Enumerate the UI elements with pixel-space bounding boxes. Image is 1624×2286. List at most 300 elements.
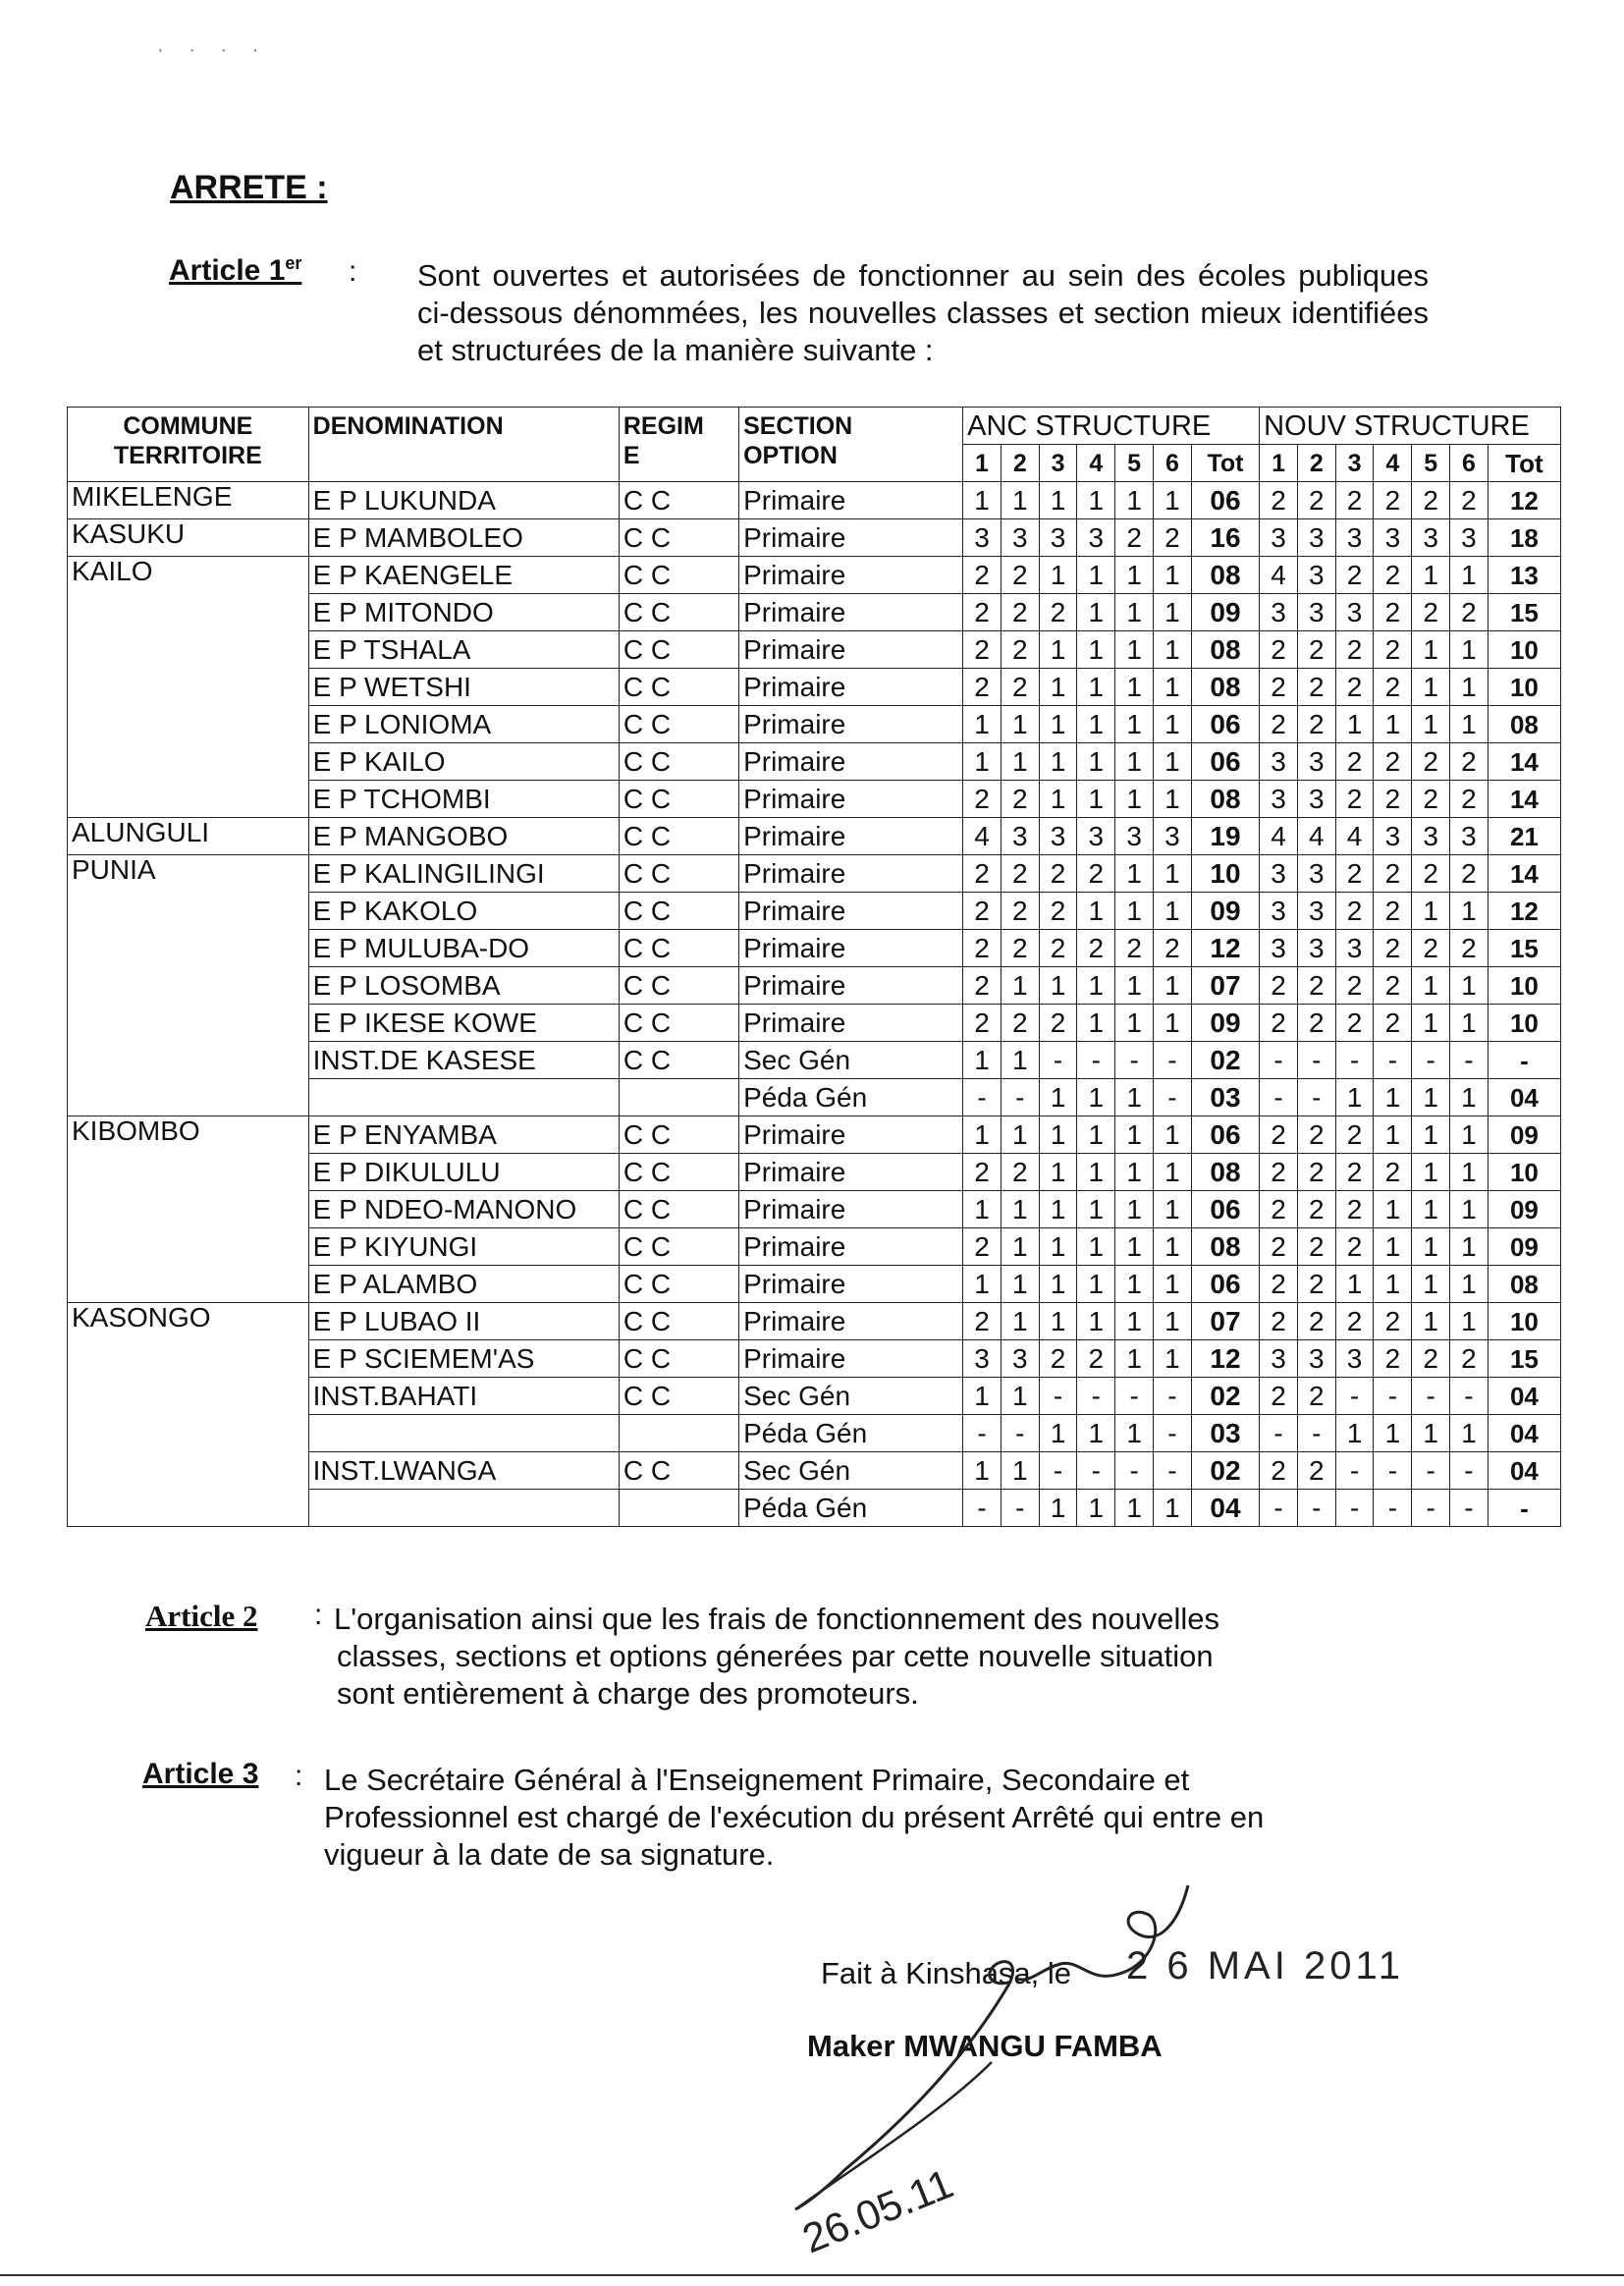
nouv-total-cell: 15 [1488, 1340, 1560, 1378]
anc-value-cell: 2 [1001, 781, 1039, 818]
nouv-value-cell: 3 [1260, 781, 1298, 818]
nouv-total-cell: 10 [1488, 631, 1560, 669]
anc-value-cell: 1 [1039, 1079, 1077, 1116]
section-cell: Sec Gén [739, 1042, 963, 1079]
anc-value-cell: 2 [1001, 631, 1039, 669]
nouv-value-cell: 2 [1297, 706, 1335, 743]
nouv-value-cell: 2 [1335, 743, 1374, 781]
nouv-total-cell: 10 [1488, 967, 1560, 1005]
nouv-value-cell: - [1412, 1042, 1450, 1079]
anc-total-cell: 06 [1191, 1191, 1259, 1228]
nouv-value-cell: 2 [1412, 1340, 1450, 1378]
anc-value-cell: - [1001, 1490, 1039, 1527]
anc-value-cell: 2 [1001, 557, 1039, 594]
nouv-value-cell: 2 [1412, 482, 1450, 519]
nouv-total-cell: 15 [1488, 930, 1560, 967]
anc-value-cell: 1 [963, 1378, 1001, 1415]
handwritten-signature [766, 1866, 1316, 2278]
anc-col-header-3: 3 [1039, 445, 1077, 482]
nouv-total-cell: 14 [1488, 743, 1560, 781]
nouv-value-cell: 1 [1374, 1079, 1412, 1116]
nouv-value-cell: 1 [1335, 1079, 1374, 1116]
nouv-value-cell: 2 [1297, 482, 1335, 519]
section-cell: Primaire [739, 930, 963, 967]
regime-cell: C C [619, 669, 738, 706]
nouv-value-cell: 1 [1335, 1266, 1374, 1303]
nouv-value-cell: 2 [1260, 669, 1298, 706]
anc-total-cell: 03 [1191, 1415, 1259, 1452]
nouv-value-cell: 1 [1450, 1303, 1489, 1340]
nouv-value-cell: 1 [1412, 1303, 1450, 1340]
anc-value-cell: - [1039, 1452, 1077, 1490]
denomination-cell: E P LONIOMA [308, 706, 619, 743]
regime-cell: C C [619, 1116, 738, 1154]
anc-value-cell: - [963, 1490, 1001, 1527]
regime-cell [619, 1415, 738, 1452]
nouv-value-cell: 2 [1335, 557, 1374, 594]
nouv-value-cell: - [1374, 1042, 1412, 1079]
nouv-total-cell: 13 [1488, 557, 1560, 594]
anc-value-cell: 1 [1115, 1079, 1154, 1116]
nouv-value-cell: 2 [1450, 930, 1489, 967]
anc-value-cell: 1 [1115, 482, 1154, 519]
nouv-value-cell: 2 [1260, 1191, 1298, 1228]
anc-value-cell: 1 [1154, 743, 1192, 781]
anc-value-cell: 1 [1115, 1415, 1154, 1452]
anc-value-cell: 1 [1115, 1266, 1154, 1303]
nouv-value-cell: 1 [1450, 1191, 1489, 1228]
anc-value-cell: 3 [1154, 818, 1192, 855]
anc-value-cell: 1 [1154, 1191, 1192, 1228]
regime-cell: C C [619, 1042, 738, 1079]
nouv-col-header-6: 6 [1450, 445, 1489, 482]
nouv-value-cell: 2 [1297, 1191, 1335, 1228]
anc-value-cell: 1 [1039, 1266, 1077, 1303]
nouv-value-cell: 2 [1374, 1340, 1412, 1378]
anc-value-cell: 1 [1001, 706, 1039, 743]
nouv-value-cell: 2 [1335, 1191, 1374, 1228]
nouv-total-cell: 12 [1488, 893, 1560, 930]
nouv-value-cell: 2 [1374, 967, 1412, 1005]
commune-cell: KIBOMBO [68, 1116, 309, 1303]
section-cell: Primaire [739, 519, 963, 557]
nouv-value-cell: 1 [1450, 1154, 1489, 1191]
anc-value-cell: 2 [1077, 855, 1115, 893]
denomination-cell: E P LUKUNDA [308, 482, 619, 519]
section-cell: Primaire [739, 743, 963, 781]
regime-cell: C C [619, 855, 738, 893]
denomination-cell: E P ENYAMBA [308, 1116, 619, 1154]
anc-value-cell: 2 [963, 855, 1001, 893]
place-date-label: Fait à Kinshasa, le [821, 1956, 1072, 1990]
denomination-cell: E P MANGOBO [308, 818, 619, 855]
nouv-col-header-1: 1 [1260, 445, 1298, 482]
header-section [739, 408, 963, 482]
nouv-value-cell: 1 [1450, 1079, 1489, 1116]
anc-value-cell: 1 [1115, 1228, 1154, 1266]
anc-value-cell: 3 [1039, 818, 1077, 855]
denomination-cell: INST.LWANGA [308, 1452, 619, 1490]
section-cell: Primaire [739, 1266, 963, 1303]
nouv-value-cell: 2 [1260, 1266, 1298, 1303]
anc-value-cell: 1 [1115, 781, 1154, 818]
anc-value-cell: 2 [1039, 893, 1077, 930]
anc-value-cell: - [1001, 1079, 1039, 1116]
anc-value-cell: 2 [963, 1154, 1001, 1191]
nouv-value-cell: 1 [1412, 1191, 1450, 1228]
regime-cell: C C [619, 631, 738, 669]
table-body [68, 482, 1561, 1527]
nouv-value-cell: - [1450, 1042, 1489, 1079]
table-row [68, 1303, 1561, 1340]
nouv-value-cell: 1 [1412, 706, 1450, 743]
nouv-value-cell: - [1450, 1378, 1489, 1415]
commune-cell: KASONGO [68, 1303, 309, 1527]
anc-value-cell: 1 [1077, 893, 1115, 930]
anc-value-cell: 1 [1115, 1005, 1154, 1042]
article1-sup: er [285, 253, 302, 273]
nouv-value-cell: 1 [1374, 1228, 1412, 1266]
section-cell: Péda Gén [739, 1490, 963, 1527]
anc-value-cell: 1 [1001, 1303, 1039, 1340]
article3-line: Le Secrétaire Général à l'Enseignement Primaire, Secondaire et [324, 1763, 1190, 1797]
anc-value-cell: 1 [1039, 781, 1077, 818]
anc-value-cell: 1 [1039, 669, 1077, 706]
anc-value-cell: 2 [1001, 1005, 1039, 1042]
anc-value-cell: 2 [963, 557, 1001, 594]
nouv-value-cell: 3 [1374, 818, 1412, 855]
anc-value-cell: 1 [1077, 482, 1115, 519]
nouv-value-cell: 2 [1335, 781, 1374, 818]
anc-value-cell: 1 [1115, 1303, 1154, 1340]
anc-value-cell: 1 [1001, 482, 1039, 519]
anc-value-cell: 1 [1115, 594, 1154, 631]
nouv-value-cell: 2 [1260, 1005, 1298, 1042]
header-commune [68, 408, 309, 482]
nouv-value-cell: 2 [1374, 1303, 1412, 1340]
nouv-value-cell: 2 [1335, 669, 1374, 706]
anc-value-cell: 1 [1115, 1191, 1154, 1228]
denomination-cell [308, 1079, 619, 1116]
anc-value-cell: 3 [1001, 1340, 1039, 1378]
nouv-value-cell: 1 [1450, 706, 1489, 743]
nouv-value-cell: - [1335, 1378, 1374, 1415]
anc-value-cell: 1 [1039, 482, 1077, 519]
section-cell: Primaire [739, 669, 963, 706]
anc-value-cell: 1 [1115, 669, 1154, 706]
anc-value-cell: 2 [1039, 1005, 1077, 1042]
signer-name: Maker MWANGU FAMBA [807, 2029, 1163, 2063]
nouv-value-cell: 2 [1260, 1452, 1298, 1490]
denomination-cell: INST.DE KASESE [308, 1042, 619, 1079]
nouv-value-cell: 2 [1374, 594, 1412, 631]
article2-line: classes, sections et options génerées par cette nouvelle situation [337, 1639, 1214, 1673]
nouv-value-cell: - [1335, 1490, 1374, 1527]
anc-value-cell: 2 [1001, 669, 1039, 706]
nouv-value-cell: 1 [1412, 1154, 1450, 1191]
nouv-value-cell: 2 [1260, 1116, 1298, 1154]
anc-total-cell: 12 [1191, 1340, 1259, 1378]
section-cell: Primaire [739, 781, 963, 818]
nouv-value-cell: 2 [1335, 482, 1374, 519]
anc-value-cell: 1 [1115, 631, 1154, 669]
anc-value-cell: 1 [1001, 1228, 1039, 1266]
nouv-value-cell: 2 [1260, 1228, 1298, 1266]
anc-value-cell: - [1115, 1378, 1154, 1415]
footer-rule [0, 2274, 1624, 2276]
denomination-cell: INST.BAHATI [308, 1378, 619, 1415]
anc-col-header-2: 2 [1001, 445, 1039, 482]
nouv-value-cell: 2 [1260, 706, 1298, 743]
anc-value-cell: 1 [1001, 967, 1039, 1005]
anc-value-cell: 2 [963, 893, 1001, 930]
nouv-value-cell: 2 [1260, 482, 1298, 519]
regime-cell [619, 1079, 738, 1116]
header-anc-structure: ANC STRUCTURE [963, 408, 1260, 445]
anc-value-cell: 2 [1039, 1340, 1077, 1378]
anc-value-cell: 1 [963, 1042, 1001, 1079]
nouv-value-cell: 3 [1335, 1340, 1374, 1378]
section-cell: Primaire [739, 631, 963, 669]
nouv-value-cell: 2 [1412, 743, 1450, 781]
anc-value-cell: 1 [1154, 669, 1192, 706]
anc-value-cell: 1 [963, 706, 1001, 743]
anc-value-cell: 1 [1077, 557, 1115, 594]
commune-cell: ALUNGULI [68, 818, 309, 855]
nouv-value-cell: 2 [1412, 781, 1450, 818]
nouv-value-cell: 1 [1412, 1079, 1450, 1116]
handwritten-date: 26.05.11 [795, 2159, 960, 2262]
nouv-value-cell: - [1374, 1378, 1412, 1415]
anc-value-cell: 1 [1039, 967, 1077, 1005]
nouv-value-cell: 3 [1260, 1340, 1298, 1378]
anc-value-cell: 1 [1001, 1042, 1039, 1079]
nouv-total-cell: 14 [1488, 781, 1560, 818]
regime-cell: C C [619, 1340, 738, 1378]
article2-line: sont entièrement à charge des promoteurs. [337, 1676, 919, 1711]
nouv-value-cell: 1 [1335, 1415, 1374, 1452]
anc-value-cell: - [1115, 1452, 1154, 1490]
nouv-value-cell: 3 [1297, 855, 1335, 893]
anc-value-cell: 1 [1001, 743, 1039, 781]
nouv-total-cell: 04 [1488, 1079, 1560, 1116]
table-row [68, 855, 1561, 893]
anc-value-cell: 2 [963, 930, 1001, 967]
nouv-value-cell: 1 [1412, 1228, 1450, 1266]
denomination-cell: E P TSHALA [308, 631, 619, 669]
anc-value-cell: 2 [1115, 519, 1154, 557]
nouv-value-cell: 1 [1412, 1266, 1450, 1303]
anc-value-cell: 1 [1077, 1005, 1115, 1042]
anc-total-cell: 07 [1191, 1303, 1259, 1340]
regime-cell: C C [619, 1005, 738, 1042]
nouv-total-cell: 09 [1488, 1228, 1560, 1266]
anc-value-cell: 2 [1077, 930, 1115, 967]
article2-colon: : [314, 1599, 323, 1631]
anc-value-cell: 1 [1039, 1116, 1077, 1154]
nouv-value-cell: - [1297, 1042, 1335, 1079]
header-denomination: DENOMINATION [308, 408, 619, 482]
regime-cell: C C [619, 1154, 738, 1191]
anc-total-cell: 03 [1191, 1079, 1259, 1116]
nouv-value-cell: 4 [1297, 818, 1335, 855]
anc-value-cell: 1 [963, 743, 1001, 781]
anc-value-cell: 2 [1001, 893, 1039, 930]
anc-value-cell: 3 [1115, 818, 1154, 855]
nouv-value-cell: - [1335, 1042, 1374, 1079]
nouv-value-cell: - [1450, 1452, 1489, 1490]
anc-value-cell: 3 [963, 519, 1001, 557]
nouv-value-cell: 1 [1450, 967, 1489, 1005]
anc-value-cell: 1 [1077, 1303, 1115, 1340]
nouv-value-cell: 1 [1374, 1266, 1412, 1303]
anc-value-cell: 1 [1001, 1116, 1039, 1154]
regime-cell: C C [619, 557, 738, 594]
nouv-value-cell: 2 [1297, 1228, 1335, 1266]
nouv-value-cell: 2 [1374, 855, 1412, 893]
anc-total-cell: 06 [1191, 743, 1259, 781]
article2-line: L'organisation ainsi que les frais de fonctionnement des nouvelles [334, 1602, 1220, 1636]
anc-value-cell: 1 [1077, 1266, 1115, 1303]
table-row [68, 818, 1561, 855]
anc-value-cell: 1 [1001, 1378, 1039, 1415]
anc-total-cell: 04 [1191, 1490, 1259, 1527]
nouv-value-cell: 3 [1260, 893, 1298, 930]
nouv-value-cell: 1 [1412, 631, 1450, 669]
anc-value-cell: - [1001, 1415, 1039, 1452]
nouv-value-cell: 3 [1260, 519, 1298, 557]
nouv-total-cell: 04 [1488, 1415, 1560, 1452]
anc-value-cell: 2 [1154, 930, 1192, 967]
denomination-cell: E P KALINGILINGI [308, 855, 619, 893]
regime-cell: C C [619, 594, 738, 631]
nouv-value-cell: 1 [1450, 1266, 1489, 1303]
anc-total-cell: 09 [1191, 594, 1259, 631]
nouv-value-cell: - [1374, 1490, 1412, 1527]
nouv-col-header-tot: Tot [1488, 445, 1560, 482]
nouv-total-cell: 10 [1488, 1154, 1560, 1191]
anc-value-cell: 1 [1115, 967, 1154, 1005]
nouv-value-cell: 2 [1412, 594, 1450, 631]
regime-cell: C C [619, 781, 738, 818]
anc-value-cell: 1 [1077, 1079, 1115, 1116]
anc-value-cell: 2 [1039, 594, 1077, 631]
denomination-cell: E P KAILO [308, 743, 619, 781]
anc-value-cell: 2 [1001, 930, 1039, 967]
anc-value-cell: 1 [1001, 1191, 1039, 1228]
nouv-total-cell: 21 [1488, 818, 1560, 855]
nouv-value-cell: 3 [1297, 1340, 1335, 1378]
nouv-value-cell: 1 [1450, 631, 1489, 669]
anc-value-cell: 2 [963, 594, 1001, 631]
anc-value-cell: 2 [1001, 1154, 1039, 1191]
nouv-total-cell: 09 [1488, 1116, 1560, 1154]
nouv-total-cell: 10 [1488, 1005, 1560, 1042]
anc-value-cell: 3 [1039, 519, 1077, 557]
table-row [68, 519, 1561, 557]
regime-cell: C C [619, 1191, 738, 1228]
anc-value-cell: 1 [1154, 557, 1192, 594]
nouv-value-cell: 2 [1374, 557, 1412, 594]
anc-value-cell: 1 [1039, 1228, 1077, 1266]
nouv-value-cell: 3 [1260, 743, 1298, 781]
anc-value-cell: 1 [1154, 1005, 1192, 1042]
anc-value-cell: 1 [963, 482, 1001, 519]
section-cell: Primaire [739, 1154, 963, 1191]
anc-value-cell: 1 [1039, 1191, 1077, 1228]
nouv-value-cell: 3 [1412, 519, 1450, 557]
nouv-value-cell: 1 [1412, 557, 1450, 594]
anc-value-cell: 1 [1115, 706, 1154, 743]
denomination-cell: E P LUBAO II [308, 1303, 619, 1340]
anc-value-cell: - [1115, 1042, 1154, 1079]
section-cell: Primaire [739, 1191, 963, 1228]
nouv-value-cell: 2 [1297, 1266, 1335, 1303]
nouv-value-cell: 1 [1450, 1005, 1489, 1042]
anc-value-cell: 1 [1039, 1303, 1077, 1340]
article3-line: vigueur à la date de sa signature. [324, 1837, 775, 1872]
nouv-value-cell: - [1450, 1490, 1489, 1527]
nouv-value-cell: 1 [1412, 1005, 1450, 1042]
nouv-value-cell: 1 [1374, 706, 1412, 743]
anc-value-cell: - [963, 1079, 1001, 1116]
nouv-value-cell: 2 [1260, 1154, 1298, 1191]
nouv-col-header-3: 3 [1335, 445, 1374, 482]
nouv-value-cell: 3 [1374, 519, 1412, 557]
anc-value-cell: 1 [1154, 781, 1192, 818]
anc-value-cell: 1 [1154, 706, 1192, 743]
anc-value-cell: 1 [1039, 631, 1077, 669]
anc-total-cell: 02 [1191, 1452, 1259, 1490]
nouv-value-cell: 1 [1335, 706, 1374, 743]
table-row [68, 557, 1561, 594]
header-nouv-structure: NOUV STRUCTURE [1260, 408, 1561, 445]
anc-total-cell: 08 [1191, 1228, 1259, 1266]
anc-value-cell: 1 [963, 1452, 1001, 1490]
anc-value-cell: 2 [963, 1005, 1001, 1042]
nouv-value-cell: 3 [1450, 818, 1489, 855]
denomination-cell: E P MITONDO [308, 594, 619, 631]
denomination-cell: E P KAKOLO [308, 893, 619, 930]
nouv-value-cell: 3 [1297, 519, 1335, 557]
nouv-value-cell: 2 [1297, 1303, 1335, 1340]
nouv-value-cell: 3 [1335, 594, 1374, 631]
anc-value-cell: 1 [1077, 594, 1115, 631]
nouv-value-cell: - [1260, 1079, 1298, 1116]
anc-value-cell: 1 [963, 1116, 1001, 1154]
nouv-value-cell: 2 [1374, 482, 1412, 519]
denomination-cell: E P SCIEMEM'AS [308, 1340, 619, 1378]
anc-value-cell: - [1039, 1042, 1077, 1079]
anc-value-cell: 1 [1077, 631, 1115, 669]
section-cell: Primaire [739, 1005, 963, 1042]
anc-total-cell: 02 [1191, 1042, 1259, 1079]
anc-col-header-4: 4 [1077, 445, 1115, 482]
nouv-total-cell: 04 [1488, 1378, 1560, 1415]
anc-value-cell: 1 [1077, 743, 1115, 781]
header-section-l1: SECTION [743, 412, 853, 440]
nouv-value-cell: 1 [1450, 669, 1489, 706]
nouv-value-cell: 2 [1260, 1378, 1298, 1415]
nouv-value-cell: 2 [1374, 1154, 1412, 1191]
denomination-cell: E P WETSHI [308, 669, 619, 706]
nouv-value-cell: - [1412, 1378, 1450, 1415]
nouv-value-cell: 1 [1412, 893, 1450, 930]
nouv-value-cell: - [1412, 1490, 1450, 1527]
regime-cell: C C [619, 743, 738, 781]
section-cell: Primaire [739, 1340, 963, 1378]
anc-value-cell: 1 [1039, 1490, 1077, 1527]
